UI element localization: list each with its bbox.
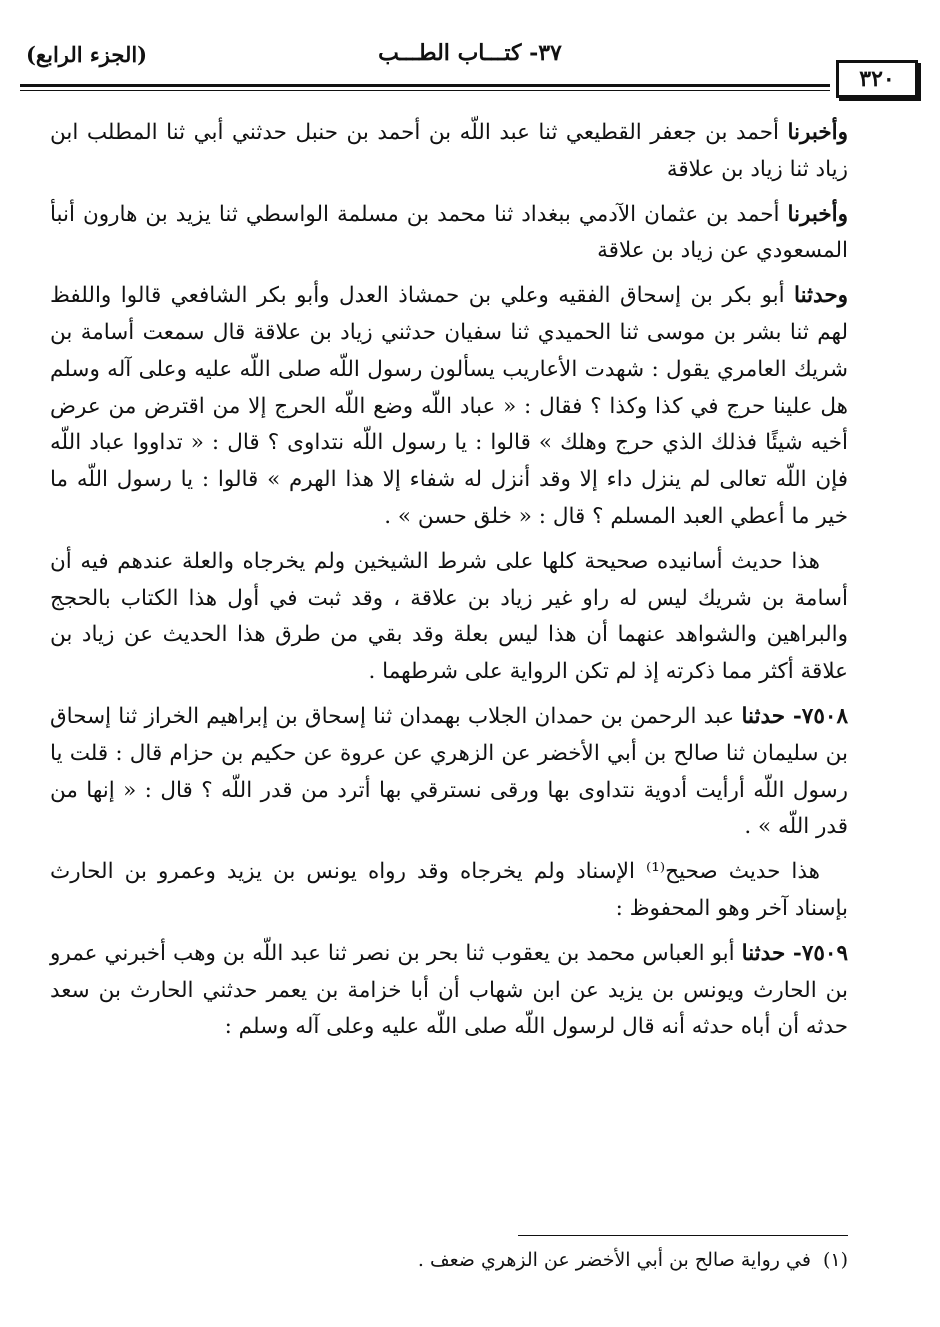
chapter-title: ٣٧- كتـــاب الطـــب	[378, 40, 562, 66]
paragraph-lead: وأخبرنا	[787, 201, 848, 227]
paragraph-2	[50, 197, 848, 271]
paragraph-1	[50, 115, 848, 189]
paragraph-6	[50, 854, 848, 928]
volume-label: (الجزء الرابع)	[26, 42, 148, 67]
footnote-marker: (١)	[822, 1249, 848, 1271]
paragraph-text: أحمد بن جعفر القطيعي ثنا عبد اللّه بن أحمد بن حنبل حدثني أبي ثنا المطلب ابن زياد ثنا زياد بن علاقة	[50, 120, 848, 182]
paragraph-text: عبد الرحمن بن حمدان الجلاب بهمدان ثنا إسحاق بن إبراهيم الخراز ثنا إسحاق بن سليمان ثنا صالح بن أبي الأخضر عن الزهري عن عروة عن حكيم بن حزام قال : قلت يا رسول اللّه أرأيت أدوية نتداوى بها ورقى نسترقي بها أترد من قدر اللّه ؟ قال : « إنها من قدر اللّه » .	[50, 703, 848, 840]
paragraph-text: أحمد بن عثمان الآدمي ببغداد ثنا محمد بن مسلمة الواسطي ثنا يزيد بن هارون أنبأ المسعودي عن زياد بن علاقة	[50, 201, 848, 264]
paragraph-text: أبو العباس محمد بن يعقوب ثنا بحر بن نصر ثنا عبد اللّه بن وهب أخبرني عمرو بن الحارث ويونس بن يزيد عن ابن شهاب أن أبا خزامة بن يعمر حدثني الحارث بن سعد حدثه أن أباه حدثه أنه قال لرسول اللّه صلى اللّه عليه وعلى آله وسلم :	[50, 940, 848, 1040]
paragraph-lead: ٧٥٠٨- حدثنا	[741, 703, 848, 729]
page-header	[20, 28, 920, 98]
page-number: ٣٢٠	[836, 60, 918, 98]
paragraph-lead: ٧٥٠٩- حدثنا	[741, 940, 849, 966]
paragraph-text: هذا حديث صحيح⁽¹⁾ الإسناد ولم يخرجاه وقد رواه يونس بن يزيد وعمرو بن الحارث بإسناد آخر وهو المحفوظ :	[50, 859, 848, 921]
paragraph-lead: وأخبرنا	[787, 120, 848, 145]
paragraph-7	[50, 936, 848, 1046]
footnote-rule	[518, 1235, 848, 1236]
footnote-text: في رواية صالح بن أبي الأخضر عن الزهري ضعف .	[417, 1249, 811, 1271]
page-body	[50, 115, 848, 1054]
paragraph-3	[50, 278, 848, 536]
footnote	[50, 1245, 848, 1275]
header-rule	[20, 84, 830, 91]
paragraph-4	[50, 544, 848, 691]
paragraph-5	[50, 699, 848, 846]
paragraph-text: أبو بكر بن إسحاق الفقيه وعلي بن حمشاذ العدل وأبو بكر الشافعي قالوا واللفظ لهم ثنا بشر بن موسى ثنا الحميدي ثنا سفيان حدثني زياد بن علاقة قال سمعت أسامة بن شريك العامري يقول : شهدت الأعاريب يسألون رسول اللّه صلى اللّه عليه وعلى آله وسلم هل علينا حرج في كذا وكذا ؟ فقال : « عباد اللّه وضع اللّه الحرج إلا من اقترض من عرض أخيه شيئًا فذلك الذي حرج وهلك » قالوا : يا رسول اللّه نتداوى ؟ قال : « تداووا عباد اللّه فإن اللّه تعالى لم ينزل داء إلا وقد أنزل له شفاء إلا هذا الهرم » قالوا : يا رسول اللّه ما خير ما أعطي العبد المسلم ؟ قال : « خلق حسن » .	[50, 283, 848, 529]
paragraph-text: هذا حديث أسانيده صحيحة كلها على شرط الشيخين ولم يخرجاه والعلة عندهم فيه أن أسامة بن شريك ليس له راو غير زياد بن علاقة ، وقد ثبت في أول هذا الكتاب بالحجج والبراهين والشواهد عنهما أن هذا ليس بعلة وقد بقي من طرق هذا الحديث عن زياد بن علاقة أكثر مما ذكرته إذ لم تكن الرواية على شرطهما .	[50, 548, 848, 685]
paragraph-lead: وحدثنا	[794, 283, 848, 309]
